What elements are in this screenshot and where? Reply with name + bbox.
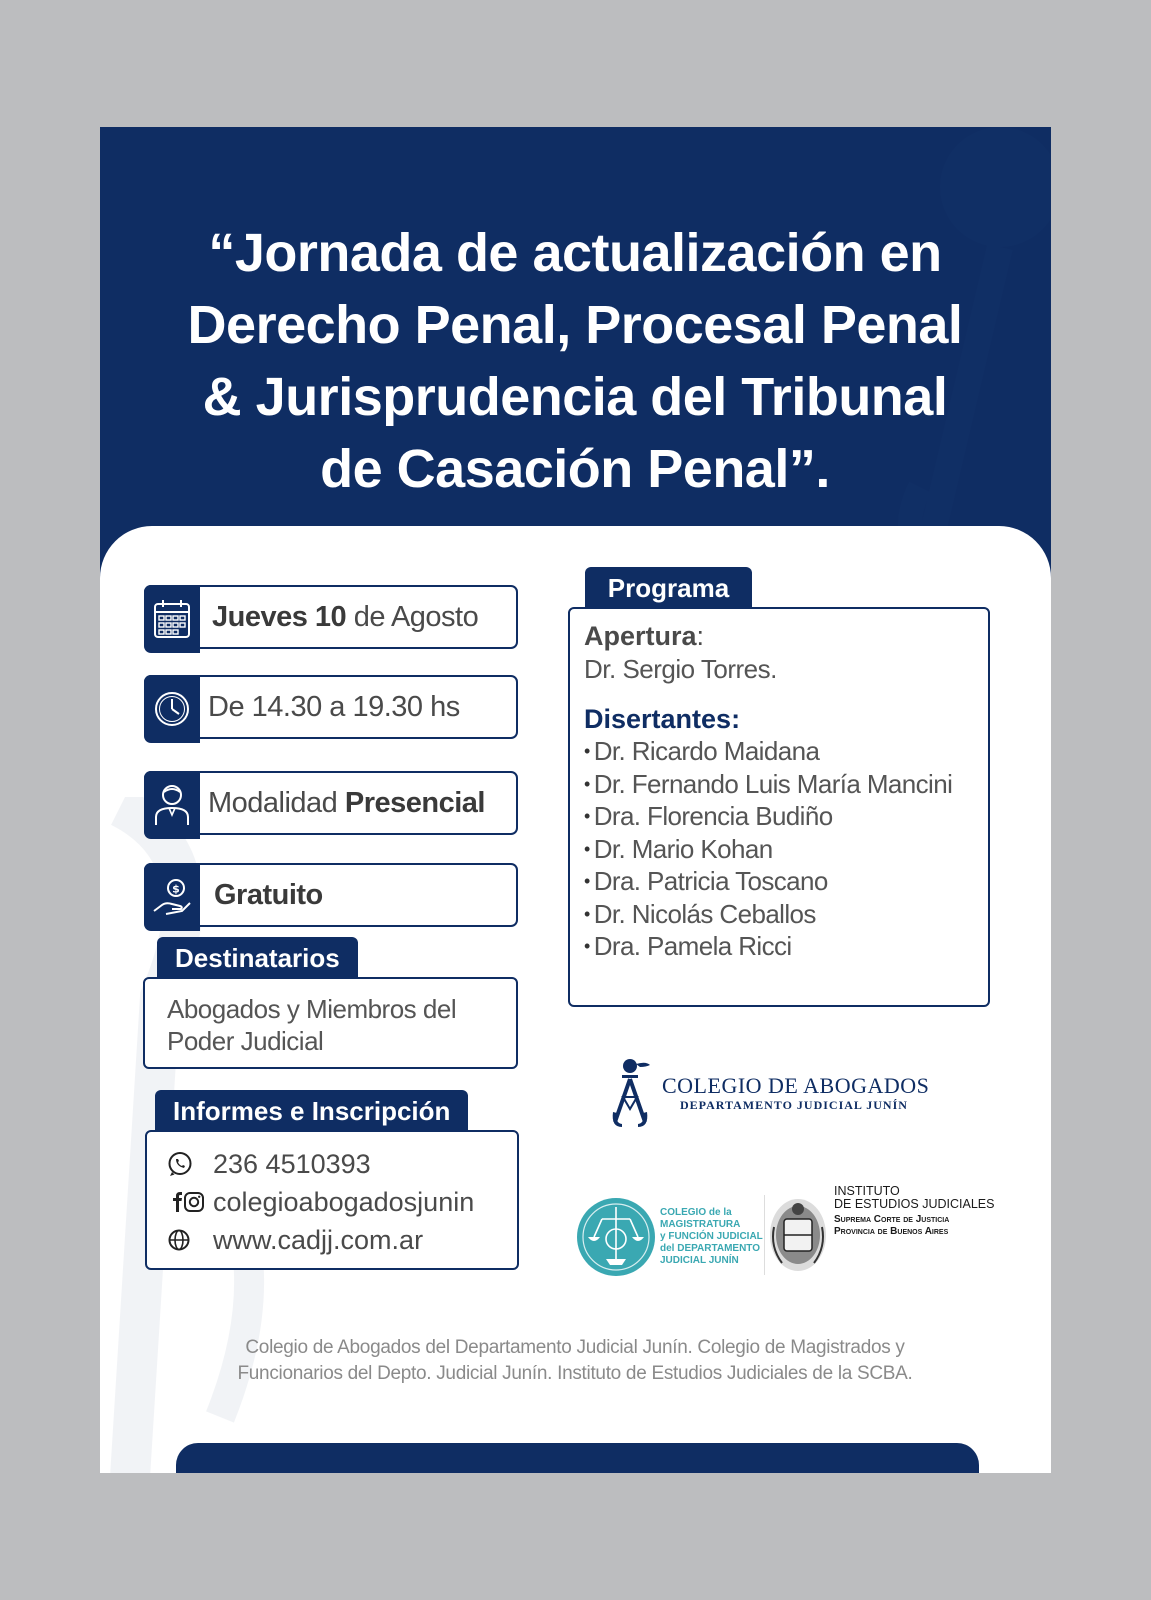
footer-credits [140,1335,1010,1387]
bullet: • [584,903,590,924]
list-item [584,898,984,931]
destinatarios-box [143,977,518,1069]
apertura-heading [584,619,984,653]
event-modality [208,773,485,833]
phone-number[interactable]: 236 4510393 [213,1148,371,1179]
social-row [167,1184,474,1220]
bullet: • [584,838,590,859]
footer-line-2: Funcionarios del Depto. Judicial Junín. Instituto de Estudios Judiciales de la SCBA. [237,1363,913,1384]
destinatarios-line-2: Poder Judicial [167,1026,324,1056]
title-line-4: de Casación Penal”. [320,439,830,499]
magistratura-seal-icon [576,1197,656,1277]
footer-bar [176,1443,979,1473]
whatsapp-icon [167,1151,211,1177]
event-time: De 14.30 a 19.30 hs [208,691,460,723]
apertura-colon: : [696,621,705,651]
programa-heading: Programa [585,567,752,607]
event-title [130,217,1020,505]
money-hand-icon [144,863,200,931]
disertantes-list [584,735,984,963]
instituto-text [834,1185,1014,1238]
calendar-icon [144,585,200,653]
list-item [584,930,984,963]
list-item [584,865,984,898]
magistratura-line-4: del DEPARTAMENTO [660,1243,761,1254]
modality-label: Modalidad [208,787,338,819]
list-item [584,735,984,768]
speaker-name: Dr. Ricardo Maidana [593,736,820,766]
price-value: Gratuito [214,879,323,911]
magistratura-line-1: COLEGIO de la [660,1207,732,1218]
coat-of-arms-icon [768,1197,828,1273]
social-handle[interactable]: colegioabogadosjunin [213,1186,475,1217]
informes-heading: Informes e Inscripción [155,1090,468,1130]
bullet: • [584,936,590,956]
destinatarios-text [167,993,497,1057]
event-poster [100,127,1051,1473]
informes-box [145,1130,519,1270]
magistratura-line-5: JUDICIAL JUNÍN [660,1255,739,1266]
speaker-name: Dra. Pamela Ricci [593,931,792,961]
destinatarios-line-1: Abogados y Miembros del [167,994,457,1024]
instituto-sub-2: Provincia de Buenos Aires [834,1226,949,1237]
modality-value: Presencial [344,787,485,819]
bullet: • [584,806,590,826]
apertura-speaker: Dr. Sergio Torres. [584,654,777,684]
colegio-subtitle: DEPARTAMENTO JUDICIAL JUNÍN [680,1098,908,1112]
website-url[interactable]: www.cadjj.com.ar [213,1224,424,1255]
website-row [167,1222,423,1258]
justice-scale-icon [610,1057,656,1132]
footer-line-1: Colegio de Abogados del Departamento Judicial Junín. Colegio de Magistrados y [245,1337,905,1358]
list-item [584,800,984,833]
instituto-line-2: DE ESTUDIOS JUDICIALES [834,1197,995,1211]
instituto-line-1: INSTITUTO [834,1184,900,1198]
price-box [144,863,518,927]
disertantes-heading: Disertantes: [584,704,741,734]
svg-text:$: $ [172,882,180,896]
magistratura-line-2: MAGISTRATURA [660,1219,741,1230]
facebook-instagram-icon [167,1190,211,1214]
event-price [214,865,323,925]
title-line-3: & Jurisprudencia del Tribunal [202,367,948,427]
title-line-1: “Jornada de actualización en [208,223,942,283]
instituto-sub-1: Suprema Corte de Justicia [834,1214,950,1225]
bullet: • [584,871,590,891]
event-date [212,587,478,647]
date-month: de Agosto [353,601,479,633]
list-item [584,833,984,866]
destinatarios-heading: Destinatarios [157,937,358,977]
colegio-name: COLEGIO DE ABOGADOS [662,1073,930,1098]
phone-row [167,1146,371,1182]
programa-box [568,607,990,1007]
bullet: • [584,773,590,794]
bullet: • [584,741,590,761]
date-box [144,585,518,649]
colegio-abogados-logo [610,1057,960,1132]
speaker-name: Dr. Nicolás Ceballos [593,898,816,929]
title-line-2: Derecho Penal, Procesal Penal [187,295,963,355]
list-item [584,768,984,801]
speaker-name: Dra. Florencia Budiño [593,801,833,831]
apertura-label: Apertura [584,621,697,651]
speaker-name: Dr. Mario Kohan [593,833,773,864]
speaker-name: Dr. Fernando Luis María Mancini [593,768,953,799]
programa-content [584,619,984,963]
magistratura-line-3: y FUNCIÓN JUDICIAL [660,1231,763,1242]
logo-divider [764,1195,765,1275]
modality-box [144,771,518,835]
globe-icon [167,1228,211,1252]
speaker-name: Dra. Patricia Toscano [593,866,828,896]
person-icon [144,771,200,839]
date-day: Jueves 10 [212,601,347,633]
magistratura-text [660,1207,770,1267]
time-box [144,675,518,739]
clock-icon [144,675,200,743]
